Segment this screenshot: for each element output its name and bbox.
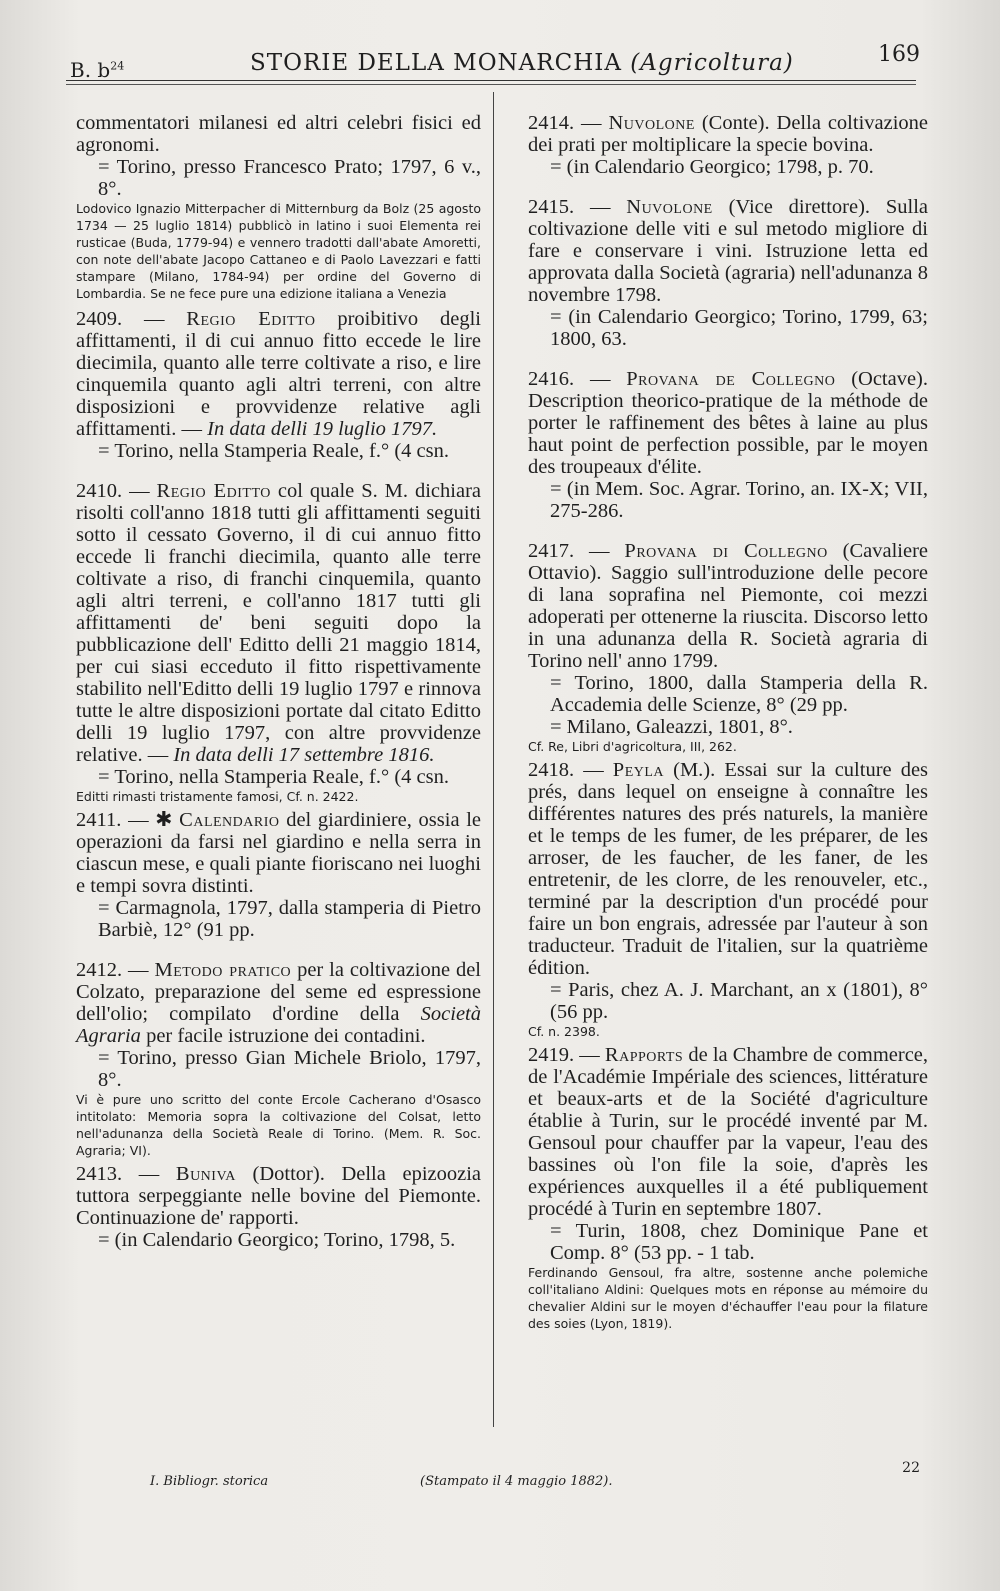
entry-number: 2418. xyxy=(528,759,575,781)
entry-author: Regio Editto xyxy=(186,308,316,330)
entry-continuation xyxy=(76,112,481,302)
entry-author: Calendario xyxy=(179,809,280,831)
right-column xyxy=(528,112,928,1350)
publication-line: = (in Calendario Georgico; 1798, p. 70. xyxy=(550,156,874,178)
publication-line: = Torino, presso Francesco Prato; 1797, 6 v., 8°. xyxy=(98,156,481,200)
entry-text: 2419. — Rapports de la Chambre de commerce, de l'Académie Impériale des sciences, littérature et beaux-arts et de la Société d'agriculture établie à Turin, sur le procédé inventé par M. Gensoul pour chauffer par la vapeur, l'eau des bassines où l'on file la soie, d'après les expériences auxquelles il a été publiquement procédé à Turin en septembre 1807. xyxy=(528,1044,929,1220)
entry-note: Cf. n. 2398. xyxy=(528,1024,600,1039)
entry-text: 2418. — Peyla (M.). Essai sur la culture des prés, dans lequel on enseigne à connaître les différentes natures des prés naturels, la manière et le temps de les fumer, de les préparer, de les arroser, de les faucher, de les faner, de les entretenir, de les clorre, de les renouveler, etc., terminé par la description d'un procédé pour faire un bon engrais, adressée par l'auteur à son traducteur. Traduit de l'italien, sur la quatrième édition. xyxy=(528,759,929,979)
left-column xyxy=(76,112,481,1269)
page-number: 169 xyxy=(878,42,920,67)
running-title: STORIE DELLA MONARCHIA (Agricoltura) xyxy=(250,50,794,76)
entry-number: 2416. xyxy=(528,368,575,390)
header-rule xyxy=(66,80,916,81)
entry-number: 2410. xyxy=(76,480,123,502)
header-rule-inner xyxy=(66,84,916,85)
entry-number: 2419. xyxy=(528,1044,575,1066)
entry-number: 2415. xyxy=(528,196,575,218)
publication-line: = Torino, nella Stamperia Reale, f.° (4 csn. xyxy=(98,766,449,788)
footer-print-date: (Stampato il 4 maggio 1882). xyxy=(420,1474,613,1489)
publication-line: = Carmagnola, 1797, dalla stamperia di Pietro Barbiè, 12° (91 pp. xyxy=(98,897,481,941)
publication-line: = (in Calendario Georgico; Torino, 1798, 5. xyxy=(98,1229,456,1251)
entry-author: Rapports xyxy=(604,1044,684,1066)
entry-note: Vi è pure uno scritto del conte Ercole Cacherano d'Osasco intitolato: Memoria sopra la coltivazione del Colsat, letto nell'adunanza della Società Reale di Torino. (Mem. R. Soc. Agraria; VI). xyxy=(76,1092,481,1158)
entry-2419 xyxy=(528,1044,928,1332)
entry-author: Buniva xyxy=(175,1163,236,1185)
entry-text: commentatori milanesi ed altri celebri fisici ed agronomi. xyxy=(76,112,481,156)
entry-number: 2409. xyxy=(76,308,123,330)
entry-2415 xyxy=(528,196,928,350)
entry-text: 2417. — Provana di Collegno (Cavaliere Ottavio). Saggio sull'introduzione delle pecore di lana soprafina nel Piemonte, coi mezzi adoperati per ottenerne la riuscita. Discorso letto in una adunanza della R. Società agraria di Torino nell' anno 1799. xyxy=(528,540,929,672)
entry-text: 2412. — Metodo pratico per la coltivazione del Colzato, preparazione del seme ed espressione dell'olio; compilato d'ordine della Società Agraria per facile istruzione dei contadini. xyxy=(76,959,482,1047)
entry-2416 xyxy=(528,368,928,522)
asterisk-icon: — ✱ xyxy=(128,809,173,831)
entry-text: 2416. — Provana de Collegno (Octave). Description theorico-pratique de la méthode de porter le raffinement des bêtes à laine au plus haut point de perfection possible, par le moyen des troupeaux d'élite. xyxy=(528,368,929,478)
entry-text: 2414. — Nuvolone (Conte). Della coltivazione dei prati per moltiplicare la specie bovina. xyxy=(528,112,929,156)
publication-line: = Milano, Galeazzi, 1801, 8°. xyxy=(550,716,793,738)
entry-2411 xyxy=(76,809,481,941)
entry-2409 xyxy=(76,308,481,462)
publication-line: = (in Mem. Soc. Agrar. Torino, an. IX-X; VII, 275-286. xyxy=(550,478,928,522)
entry-author: Provana de Collegno xyxy=(626,368,836,390)
entry-number: 2417. xyxy=(528,540,575,562)
entry-2410 xyxy=(76,480,481,805)
entry-author: Nuvolone xyxy=(608,112,695,134)
entry-text: 2411. — ✱ Calendario del giardiniere, ossia le operazioni da farsi nel giardino e nella serra in ciascun mese, e quali piante fioriscano nei luoghi e tempi sovra distinti. xyxy=(76,809,482,897)
entry-note: Lodovico Ignazio Mitterpacher di Mitternburg da Bolz (25 agosto 1734 — 25 luglio 1814) pubblicò in latino i suoi Elementa rei rusticae (Buda, 1779-94) e vennero tradotti dall'abate Amoretti, con note dell'abate Jacopo Cattaneo e di Paolo Lavezzari e fatti stampare (Milano, 1784-94) per ordine del Governo di Lombardia. Se ne fece pure una edizione italiana a Venezia xyxy=(76,201,481,301)
publication-line: = Torino, presso Gian Michele Briolo, 1797, 8°. xyxy=(98,1047,481,1091)
entry-author: Provana di Collegno xyxy=(624,540,828,562)
publication-line: = Paris, chez A. J. Marchant, an x (1801), 8° (56 pp. xyxy=(550,979,928,1023)
entry-2412 xyxy=(76,959,481,1159)
entry-author: Regio Editto xyxy=(156,480,271,502)
entry-note: Cf. Re, Libri d'agricoltura, III, 262. xyxy=(528,739,737,754)
footer-signature-title: I. Bibliogr. storica xyxy=(150,1474,269,1489)
entry-2417 xyxy=(528,540,928,755)
publication-line: = Torino, nella Stamperia Reale, f.° (4 csn. xyxy=(98,440,449,462)
entry-author: Metodo pratico xyxy=(154,959,292,981)
entry-text: 2410. — Regio Editto col quale S. M. dichiara risolti coll'anno 1818 tutti gli affittamenti seguiti sotto il cessato Governo, il di cui annuo fitto eccede li franchi diecimila, quanto alle terre coltivate a riso, di franchi cinquemila, quanto agli altri terreni, e coll'anno 1817 tutti gli affittamenti de' beni seguiti dopo la pubblicazione dell' Editto delli 21 maggio 1814, per cui siasi ecceduto il fitto rispettivamente stabilito nell'Editto delli 19 luglio 1797 e rinnova tutte le altre disposizioni portate dal citato Editto delli 19 luglio 1797, con altre provvidenze relative. — In data delli 17 settembre 1816. xyxy=(76,480,482,766)
entry-note: Editti rimasti tristamente famosi, Cf. n. 2422. xyxy=(76,789,359,804)
entry-text: 2415. — Nuvolone (Vice direttore). Sulla coltivazione delle viti e sul metodo migliore di fare e conservare i vini. Istruzione letta ed approvata dalla Società (agraria) nell'adunanza 8 novembre 1798. xyxy=(528,196,929,306)
entry-2413 xyxy=(76,1163,481,1251)
entry-text: 2413. — Buniva (Dottor). Della epizoozia tuttora serpeggiante nelle bovine del Piemonte. Continuazione de' rapporti. xyxy=(76,1163,482,1229)
publication-line: = (in Calendario Georgico; Torino, 1799, 63; 1800, 63. xyxy=(550,306,928,350)
entry-author: Nuvolone xyxy=(626,196,713,218)
column-divider xyxy=(493,92,494,1427)
running-header xyxy=(60,40,920,82)
entry-text: 2409. — Regio Editto proibitivo degli affittamenti, il di cui annuo fitto eccede le lire diecimila, quanto alle terre coltivate a riso, e lire cinquemila quanto agli altri terreni, con altre disposizioni e provvidenze relative agli affittamenti. — In data delli 19 luglio 1797. xyxy=(76,308,481,440)
entry-number: 2414. xyxy=(528,112,575,134)
entry-number: 2413. xyxy=(76,1163,123,1185)
page-footer xyxy=(150,1460,920,1500)
signature-mark: B. $b^{24}$ xyxy=(70,58,125,82)
entry-2414 xyxy=(528,112,928,178)
footer-gathering-number: 22 xyxy=(902,1460,920,1476)
publication-line: = Torino, 1800, dalla Stamperia della R. Accademia delle Scienze, 8° (29 pp. xyxy=(550,672,928,716)
entry-number: 2412. xyxy=(76,959,123,981)
entry-number: 2411. xyxy=(76,809,122,831)
entry-author: Peyla xyxy=(612,759,665,781)
entry-2418 xyxy=(528,759,928,1040)
publication-line: = Turin, 1808, chez Dominique Pane et Comp. 8° (53 pp. - 1 tab. xyxy=(550,1220,928,1264)
entry-note: Ferdinando Gensoul, fra altre, sostenne anche polemiche coll'italiano Aldini: Quelques mots en réponse au mémoire du chevalier Aldini sur le moyen d'échauffer l'eau pour la filature des soies (Lyon, 1819). xyxy=(528,1265,928,1331)
